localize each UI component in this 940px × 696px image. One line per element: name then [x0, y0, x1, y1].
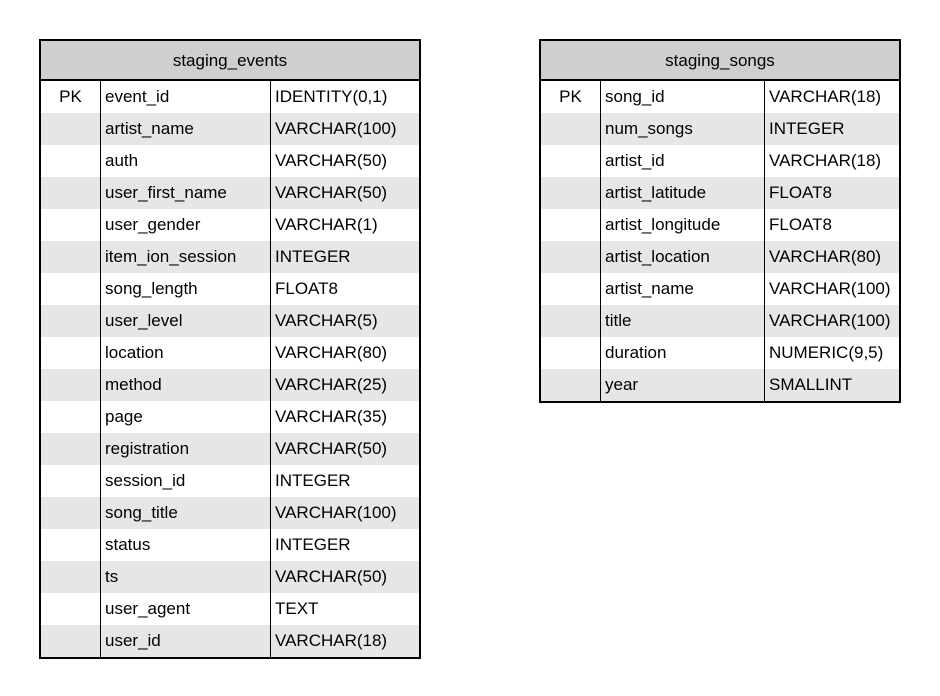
column-name-cell: ts	[101, 561, 271, 593]
column-name-cell: song_title	[101, 497, 271, 529]
key-cell	[41, 529, 101, 561]
column-name-cell: status	[101, 529, 271, 561]
column-type-cell: INTEGER	[275, 247, 351, 266]
column-type-cell: VARCHAR(100)	[275, 119, 397, 138]
table-row	[41, 209, 419, 241]
column-type-cell: VARCHAR(18)	[769, 151, 882, 170]
key-cell	[41, 177, 101, 209]
column-type-cell: VARCHAR(80)	[275, 343, 388, 362]
column-type-cell: VARCHAR(100)	[769, 311, 891, 330]
key-cell	[41, 145, 101, 177]
table-row	[41, 177, 419, 209]
table-row	[41, 369, 419, 401]
table-row	[541, 145, 899, 177]
column-type-cell: VARCHAR(35)	[275, 407, 388, 426]
column-type-cell: VARCHAR(100)	[275, 503, 397, 522]
table-row	[41, 145, 419, 177]
key-cell	[541, 369, 601, 401]
table-row	[41, 497, 419, 529]
table-row	[541, 305, 899, 337]
table-row	[41, 337, 419, 369]
table-row	[41, 273, 419, 305]
key-cell	[541, 113, 601, 145]
key-cell	[41, 401, 101, 433]
table-row	[41, 113, 419, 145]
column-type-cell: FLOAT8	[275, 279, 338, 298]
column-type-cell: IDENTITY(0,1)	[275, 87, 388, 106]
key-cell	[541, 145, 601, 177]
key-cell	[41, 561, 101, 593]
column-name-cell: song_length	[101, 273, 271, 305]
table-row	[541, 81, 899, 113]
key-cell	[541, 241, 601, 273]
column-type-cell: INTEGER	[275, 471, 351, 490]
key-cell	[41, 337, 101, 369]
key-cell	[41, 273, 101, 305]
column-name-cell: num_songs	[601, 113, 765, 145]
table-row	[541, 273, 899, 305]
table-row	[541, 209, 899, 241]
key-cell	[41, 465, 101, 497]
key-cell: PK	[41, 81, 101, 113]
table-row	[41, 625, 419, 657]
column-name-cell: event_id	[101, 81, 271, 113]
column-type-cell: VARCHAR(50)	[275, 151, 388, 170]
table-row	[541, 369, 899, 401]
key-cell	[541, 337, 601, 369]
key-cell	[541, 177, 601, 209]
column-type-cell: VARCHAR(1)	[275, 215, 378, 234]
table-row	[541, 177, 899, 209]
column-type-cell: INTEGER	[275, 535, 351, 554]
table-body	[41, 81, 419, 657]
table-row	[41, 529, 419, 561]
table-row	[41, 561, 419, 593]
column-name-cell: user_agent	[101, 593, 271, 625]
column-name-cell: user_gender	[101, 209, 271, 241]
column-name-cell: auth	[101, 145, 271, 177]
column-name-cell: session_id	[101, 465, 271, 497]
column-type-cell: VARCHAR(50)	[275, 439, 388, 458]
table-header: staging_songs	[541, 41, 899, 81]
column-type-cell: VARCHAR(18)	[769, 87, 882, 106]
table-row	[541, 241, 899, 273]
table-row	[41, 241, 419, 273]
column-name-cell: artist_longitude	[601, 209, 765, 241]
key-cell	[541, 209, 601, 241]
column-name-cell: title	[601, 305, 765, 337]
table-body	[541, 81, 899, 401]
column-name-cell: artist_name	[101, 113, 271, 145]
column-type-cell: NUMERIC(9,5)	[769, 343, 884, 362]
column-type-cell: FLOAT8	[769, 183, 832, 202]
table-row	[41, 433, 419, 465]
column-type-cell: TEXT	[275, 599, 319, 618]
column-name-cell: page	[101, 401, 271, 433]
column-type-cell: SMALLINT	[769, 375, 853, 394]
key-cell	[41, 113, 101, 145]
table-row	[41, 401, 419, 433]
column-type-cell: VARCHAR(50)	[275, 183, 388, 202]
table-row	[541, 337, 899, 369]
table-row	[41, 593, 419, 625]
column-name-cell: artist_location	[601, 241, 765, 273]
staging-songs-table	[539, 39, 901, 403]
key-cell: PK	[541, 81, 601, 113]
column-name-cell: duration	[601, 337, 765, 369]
column-type-cell: VARCHAR(18)	[275, 631, 388, 650]
column-type-cell: VARCHAR(80)	[769, 247, 882, 266]
key-cell	[41, 241, 101, 273]
column-type-cell: VARCHAR(50)	[275, 567, 388, 586]
table-row	[41, 81, 419, 113]
key-cell	[41, 497, 101, 529]
column-name-cell: artist_name	[601, 273, 765, 305]
column-name-cell: year	[601, 369, 765, 401]
column-name-cell: song_id	[601, 81, 765, 113]
column-name-cell: method	[101, 369, 271, 401]
key-cell	[41, 369, 101, 401]
column-type-cell: INTEGER	[769, 119, 845, 138]
key-cell	[41, 625, 101, 657]
column-name-cell: registration	[101, 433, 271, 465]
key-cell	[41, 593, 101, 625]
staging-events-table	[39, 39, 421, 659]
column-name-cell: artist_id	[601, 145, 765, 177]
key-cell	[41, 433, 101, 465]
column-name-cell: artist_latitude	[601, 177, 765, 209]
key-cell	[541, 305, 601, 337]
key-cell	[541, 273, 601, 305]
column-type-cell: VARCHAR(5)	[275, 311, 378, 330]
key-cell	[41, 305, 101, 337]
table-row	[41, 465, 419, 497]
table-row	[41, 305, 419, 337]
column-name-cell: item_ion_session	[101, 241, 271, 273]
column-name-cell: user_id	[101, 625, 271, 657]
table-header: staging_events	[41, 41, 419, 81]
column-name-cell: user_level	[101, 305, 271, 337]
column-type-cell: VARCHAR(25)	[275, 375, 388, 394]
table-row	[541, 113, 899, 145]
column-type-cell: FLOAT8	[769, 215, 832, 234]
key-cell	[41, 209, 101, 241]
column-name-cell: location	[101, 337, 271, 369]
column-type-cell: VARCHAR(100)	[769, 279, 891, 298]
column-name-cell: user_first_name	[101, 177, 271, 209]
